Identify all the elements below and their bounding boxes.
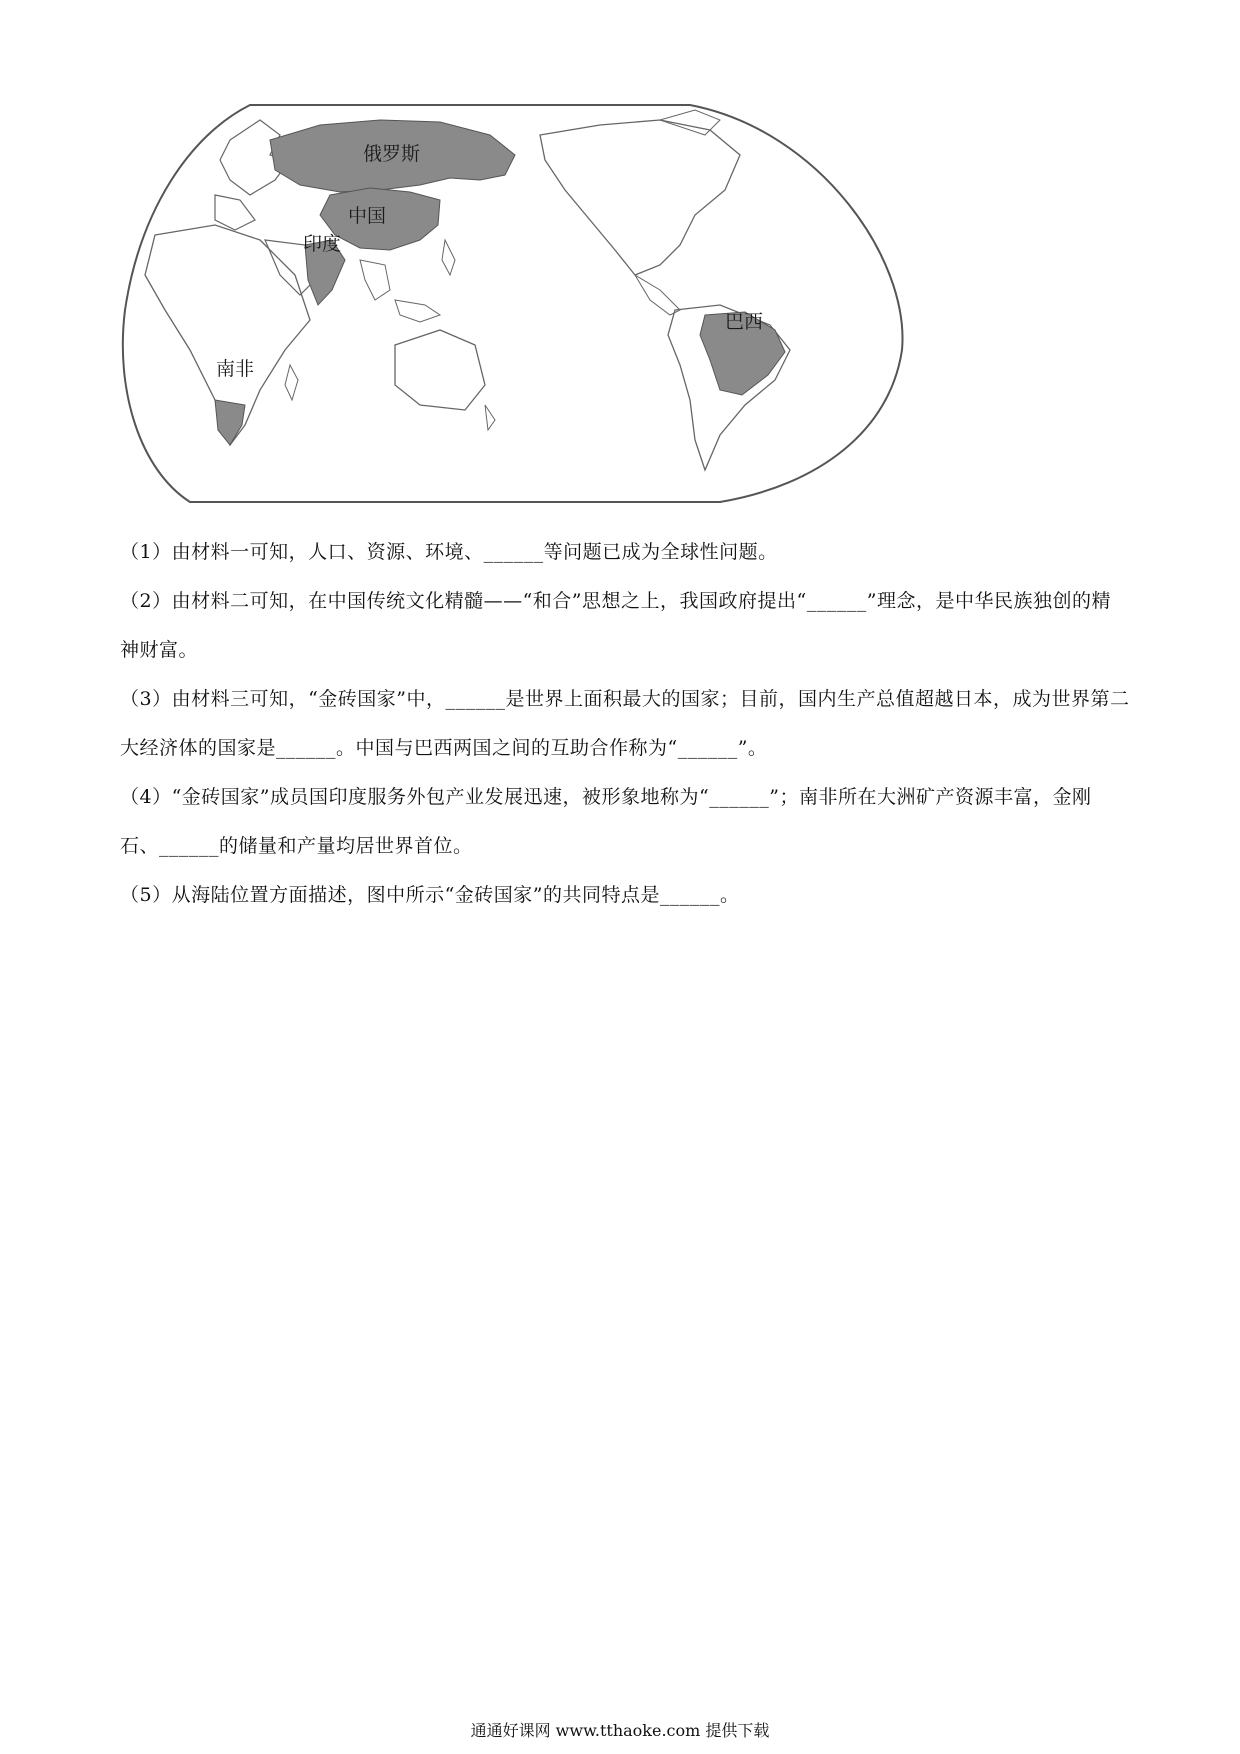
question-2: （2）由材料二可知，在中国传统文化精髓——“和合”思想之上，我国政府提出“______”理念，是中华民族独创的精神财富。 [120, 590, 1111, 661]
world-map-svg [120, 100, 910, 510]
question-list [120, 528, 1130, 920]
map-frame [123, 105, 903, 502]
question-1: （1）由材料一可知，人口、资源、环境、______等问题已成为全球性问题。 [120, 541, 778, 563]
world-map [120, 100, 910, 510]
page-footer: 通通好课网 www.tthaoke.com 提供下载 [470, 1721, 770, 1740]
map-label-brazil: 巴西 [725, 311, 764, 333]
question-3: （3）由材料三可知，“金砖国家”中，______是世界上面积最大的国家；目前，国内生产总值超越日本，成为世界第二大经济体的国家是______。中国与巴西两国之间的互助合作称为“______”。 [120, 688, 1130, 759]
map-label-china: 中国 [348, 205, 387, 227]
map-label-south-africa: 南非 [216, 358, 255, 380]
question-5: （5）从海陆位置方面描述，图中所示“金砖国家”的共同特点是______。 [120, 884, 740, 906]
question-4: （4）“金砖国家”成员国印度服务外包产业发展迅速，被形象地称为“______”；南非所在大洲矿产资源丰富，金刚石、______的储量和产量均居世界首位。 [120, 786, 1092, 857]
map-label-russia: 俄罗斯 [363, 143, 421, 165]
map-label-india: 印度 [303, 233, 342, 255]
